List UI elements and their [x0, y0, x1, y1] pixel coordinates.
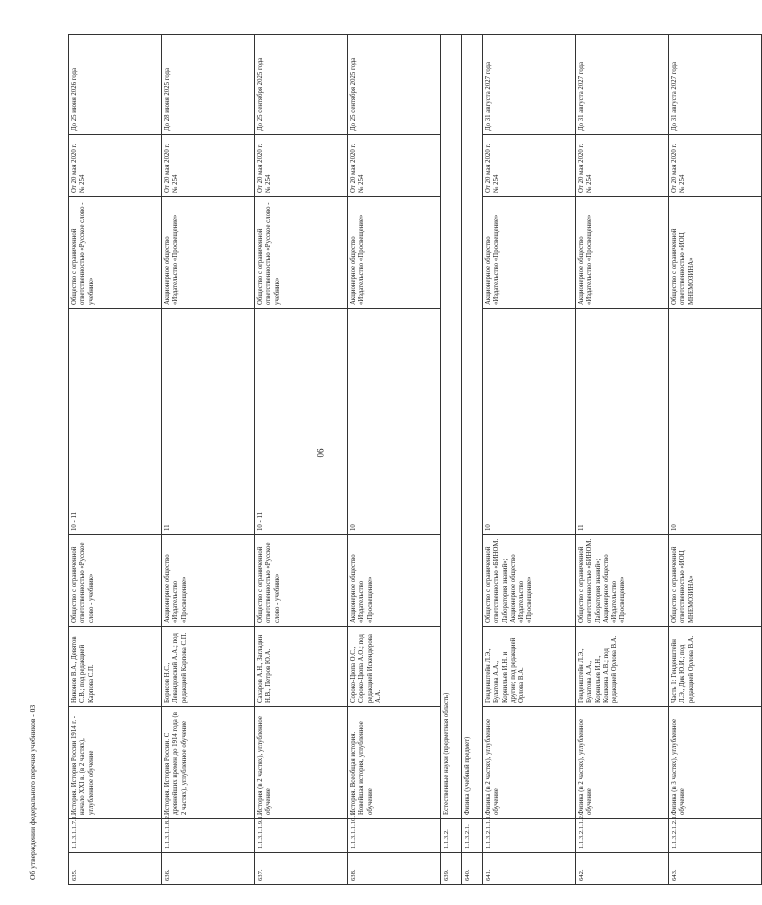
expertise-org: Акционерное общество «Издательство «Просвещение» [576, 197, 669, 309]
textbook-grades: 11 [162, 309, 255, 535]
valid-until: До 31 августа 2027 года [669, 35, 762, 135]
textbook-table [68, 34, 762, 885]
textbook-authors: Сахаров А.Н., Загладин Н.В., Петров Ю.А. [255, 627, 348, 707]
table-row [69, 35, 162, 885]
expertise-org: Общество с ограниченной ответственностью «Русское слово - учебник» [255, 197, 348, 309]
expertise-org: Акционерное общество «Издательство «Просвещение» [162, 197, 255, 309]
row-code: 1.1.3.2.1.1.2. [576, 819, 669, 853]
textbook-publisher: Акционерное общество «Издательство «Просвещение» [162, 535, 255, 627]
valid-until: До 28 июня 2025 года [162, 35, 255, 135]
expertise-org: Акционерное общество «Издательство «Просвещение» [348, 197, 441, 309]
textbook-grades: 10 [348, 309, 441, 535]
textbook-grades: 10 [483, 309, 576, 535]
textbook-authors: Генденштейн Л.Э., Булатова А.А., Корнильев И.Н., Кошкина А.В.; под редакцией Орлова В.А. [576, 627, 669, 707]
textbook-table-sheet [68, 35, 695, 885]
section-title: Естественные науки (предметная область) [441, 35, 462, 819]
table-row [255, 35, 348, 885]
row-code: 1.1.3.2. [441, 819, 462, 853]
textbook-title: История. История России. С древнейших времен до 1914 года (в 2 частях), углубленное обучение [162, 707, 255, 819]
row-code: 1.1.3.2.1.2.1. [669, 819, 762, 853]
row-number: 639. [441, 853, 462, 885]
row-code: 1.1.3.2.1. [462, 819, 483, 853]
row-number: 637. [255, 853, 348, 885]
row-code: 1.1.3.2.1.1.1. [483, 819, 576, 853]
order-ref: От 20 мая 2020 г. № 254 [162, 135, 255, 197]
textbook-grades: 10 - 11 [69, 309, 162, 535]
textbook-title: История. Всеобщая история. Новейшая история, углубленное обучение [348, 707, 441, 819]
textbook-publisher: Общество с ограниченной ответственностью «БИНОМ. Лаборатория знаний»; Акционерное общество «Издательство «Просвещение» [483, 535, 576, 627]
row-code: 1.1.3.1.1.8.2. [162, 819, 255, 853]
table-row [576, 35, 669, 885]
textbook-title: Физика (в 3 частях), углубленное обучение [669, 707, 762, 819]
order-ref: От 20 мая 2020 г. № 254 [255, 135, 348, 197]
textbook-publisher: Общество с ограниченной ответственностью «БИНОМ. Лаборатория знаний»; Акционерное общество «Издательство «Просвещение» [576, 535, 669, 627]
footer-note: Об утверждении федерального перечня учебников - 03 [28, 704, 37, 880]
order-ref: От 20 мая 2020 г. № 254 [348, 135, 441, 197]
expertise-org: Акционерное общество «Издательство «Просвещение» [483, 197, 576, 309]
row-number: 635. [69, 853, 162, 885]
row-code: 1.1.3.1.1.10.1. [348, 819, 441, 853]
row-number: 643. [669, 853, 762, 885]
row-code: 1.1.3.1.1.9.1. [255, 819, 348, 853]
section-row [441, 35, 462, 885]
row-code: 1.1.3.1.1.7.1. [69, 819, 162, 853]
textbook-title: Физика (в 2 частях), углубленное обучение [483, 707, 576, 819]
order-ref: От 20 мая 2020 г. № 254 [576, 135, 669, 197]
section-row [462, 35, 483, 885]
textbook-title: История (в 2 частях), углубленное обучение [255, 707, 348, 819]
valid-until: До 31 августа 2027 года [576, 35, 669, 135]
valid-until: До 25 сентября 2025 года [348, 35, 441, 135]
order-ref: От 20 мая 2020 г. № 254 [69, 135, 162, 197]
textbook-publisher: Общество с ограниченной ответственностью «ИОЦ МНЕМОЗИНА» [669, 535, 762, 627]
table-row [348, 35, 441, 885]
row-number: 636. [162, 853, 255, 885]
row-number: 642. [576, 853, 669, 885]
textbook-grades: 10 [669, 309, 762, 535]
order-ref: От 20 мая 2020 г. № 254 [483, 135, 576, 197]
textbook-authors: Часть 1: Генденштейн Л.Э., Дик Ю.И.; под редакцией Орлова В.А. [669, 627, 762, 707]
valid-until: До 25 июня 2026 года [69, 35, 162, 135]
textbook-title: Физика (в 2 частях), углубленное обучение [576, 707, 669, 819]
section-title: Физика (учебный предмет) [462, 35, 483, 819]
textbook-authors: Сороко-Цюпа О.С., Сороко-Цюпа А.О.; под редакцией Искендерова А.А. [348, 627, 441, 707]
textbook-publisher: Общество с ограниченной ответственностью «Русское слово - учебник» [69, 535, 162, 627]
textbook-grades: 10 - 11 [255, 309, 348, 535]
row-number: 640. [462, 853, 483, 885]
valid-until: До 31 августа 2027 года [483, 35, 576, 135]
page-number: 90 [315, 448, 325, 458]
table-row [669, 35, 762, 885]
table-row [483, 35, 576, 885]
textbook-authors: Борисов Н.С., Левандовский А.А.; под редакцией Карпова С.П. [162, 627, 255, 707]
row-number: 641. [483, 853, 576, 885]
textbook-authors: Генденштейн Л.Э., Булатова А.А., Корнильев И.Н. и другие; под редакцией Орлова В.А. [483, 627, 576, 707]
textbook-grades: 11 [576, 309, 669, 535]
textbook-title: История. История России 1914 г. - начало XXI в. (в 2 частях), углубленное обучение [69, 707, 162, 819]
textbook-publisher: Акционерное общество «Издательство «Просвещение» [348, 535, 441, 627]
textbook-publisher: Общество с ограниченной ответственностью «Русское слово - учебник» [255, 535, 348, 627]
table-row [162, 35, 255, 885]
textbook-authors: Никонов В.А., Девятов С.В.; под редакцией Карпова С.П. [69, 627, 162, 707]
expertise-org: Общество с ограниченной ответственностью «ИОЦ МНЕМОЗИНА» [669, 197, 762, 309]
order-ref: От 20 мая 2020 г. № 254 [669, 135, 762, 197]
expertise-org: Общество с ограниченной ответственностью «Русское слово - учебник» [69, 197, 162, 309]
row-number: 638. [348, 853, 441, 885]
valid-until: До 25 сентября 2025 года [255, 35, 348, 135]
